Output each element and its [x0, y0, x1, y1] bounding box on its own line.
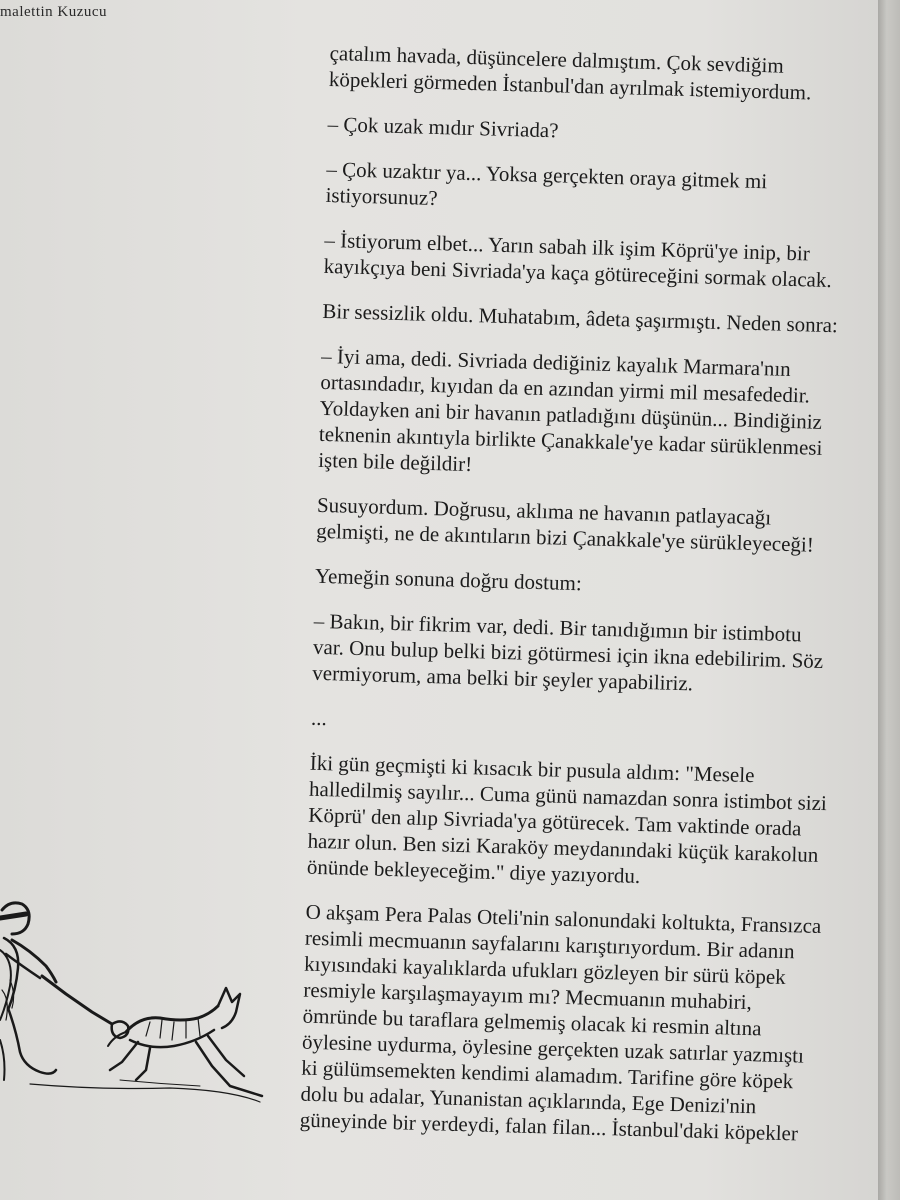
- paragraph-ellipsis: ...: [310, 705, 328, 731]
- body-text: [299, 40, 850, 1166]
- paragraph: çatalım havada, düşüncelere dalmıştım. Çok sevdiğim köpekleri görmeden İstanbul'dan ayrılmak istemiyordum.: [328, 40, 812, 105]
- paragraph: Yemeğin sonuna doğru dostum:: [314, 563, 583, 596]
- paragraph: İki gün geçmişti ki kısacık bir pusula aldım: "Mesele halledilmiş sayılır... Cuma günü namazdan sonra istimbot sizi Köprü' den alıp Sivriada'ya götürecek. Tam vaktinde orada hazır olun. Ben sizi Karaköy meydanındaki küçük karakolun önünde bekleyeceğim." diye yazıyordu.: [306, 750, 828, 888]
- paragraph: – İstiyorum elbet... Yarın sabah ilk işim Köprü'ye inip, bir kayıkçıya beni Sivriada'ya kaça götüreceğini sormak olacak.: [323, 227, 832, 293]
- paragraph: Bir sessizlik oldu. Muhatabım, âdeta şaşırmıştı. Neden sonra:: [322, 298, 839, 338]
- running-head: malettin Kuzucu: [0, 4, 108, 20]
- paragraph: O akşam Pera Palas Oteli'nin salonundaki koltukta, Fransızca resimli mecmuanın sayfalarını karıştırıyordum. Bir adanın kıyısındaki kayalıklarda ufukları gözleyen bir sürü köpek resmiyle karşılaşmayayım mı? Mecmuanın muhabiri, ömründe bu taraflara gelmemiş olacak ki resmin altına öylesine uydurma, öylesine gerçekten uzak satırlar yazmıştı ki gülümsemekten kendimi alamadım. Tarifine göre köpek dolu bu adalar, Yunanistan açıklarında, Ege Denizi'nin güneyinde bir yerdeydi, falan filan... İstanbul'daki köpekler: [299, 899, 822, 1146]
- dog-catcher-illustration: [0, 890, 290, 1120]
- paragraph: – İyi ama, dedi. Sivriada dediğiniz kayalık Marmara'nın ortasındadır, kıyıdan da en azından yirmi mil mesafededir. Yoldayken ani bir havanın patladığını düşünün... Bindiğiniz teknenin akıntıyla birlikte Çanakkale'ye kadar sürüklenmesi işten bile değildir!: [317, 343, 823, 477]
- paragraph: – Çok uzaktır ya... Yoksa gerçekten oraya gitmek mi istiyorsunuz?: [325, 156, 768, 211]
- page-edge: [878, 0, 900, 1200]
- paragraph: – Bakın, bir fikrim var, dedi. Bir tanıdığımın bir istimbotu var. Onu bulup belki bizi götürmesi için ikna edebilirim. Söz vermiyorum, ama belki bir şeyler yapabiliriz.: [311, 608, 824, 696]
- paragraph: Susuyordum. Doğrusu, aklıma ne havanın patlayacağı gelmişti, ne de akıntıların bizi Çanakkale'ye sürükleyeceği!: [315, 492, 815, 557]
- paragraph: – Çok uzak mıdır Sivriada?: [327, 111, 559, 143]
